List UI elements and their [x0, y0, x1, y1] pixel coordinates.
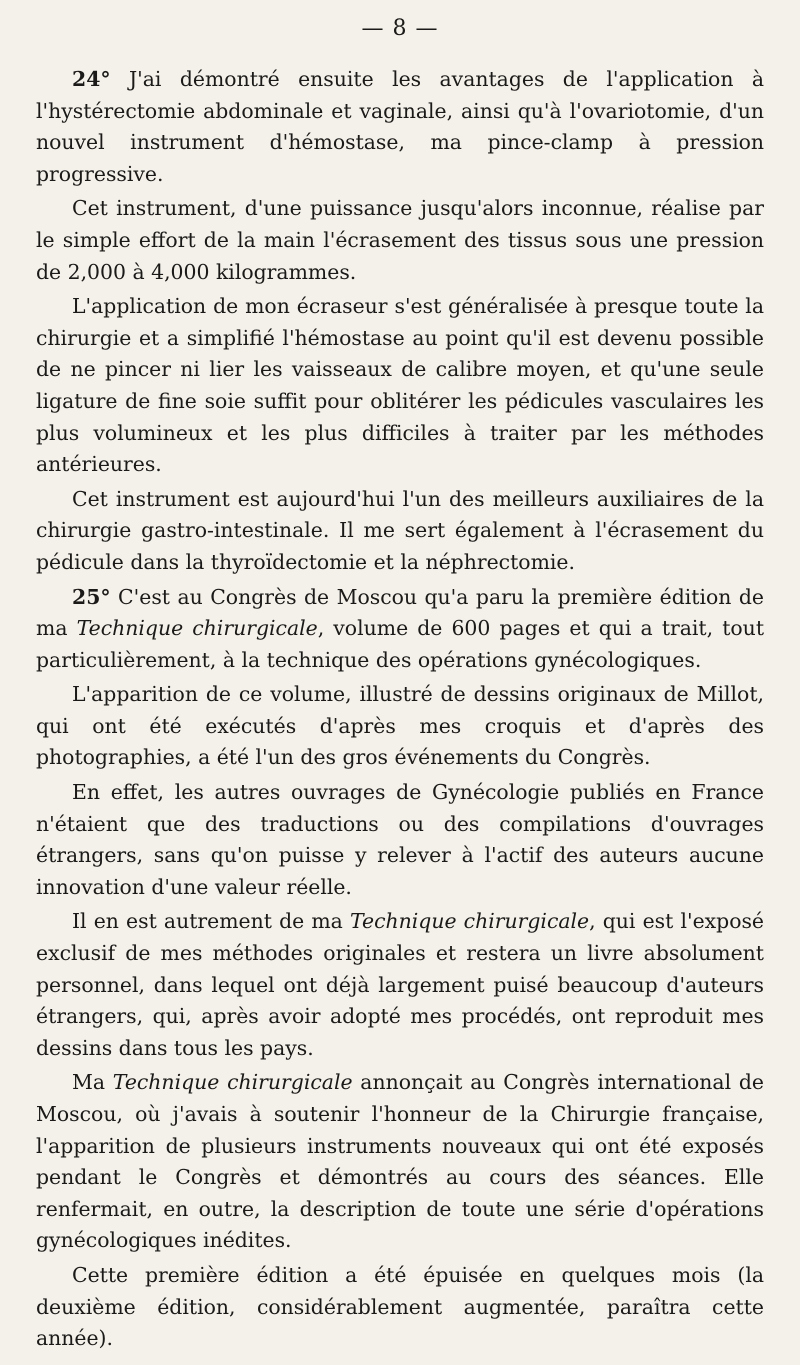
page-number: — 8 —: [361, 16, 439, 41]
paragraph-text: Ma: [72, 1070, 113, 1095]
paragraph: En effet, les autres ouvrages de Gynécologie publiés en France n'étaient que des traductions ou des compilations d'ouvrages étrangers, sans qu'on puisse y relever à l'actif des auteurs aucune innovation d'une valeur réelle.: [36, 780, 764, 899]
paragraph: Cet instrument est aujourd'hui l'un des meilleurs auxiliaires de la chirurgie gastro-intestinale. Il me sert également à l'écrasement du pédicule dans la thyroïdectomie et la néphrectomie.: [36, 486, 764, 574]
paragraph-text: Il en est autrement de ma: [72, 909, 350, 934]
paragraph-text: , volume de 600 pages et qui a trait, tout particulièrement, à la technique des opérations gynécologiques.: [36, 616, 765, 672]
paragraph-text: J'ai démontré ensuite les avantages de l'application à l'hystérectomie abdominale et vaginale, ainsi qu'à l'ovariotomie, d'un nouvel instrument d'hémostase, ma pince-clamp à pression progressive.: [36, 67, 764, 186]
book-title: Technique chirurgicale: [76, 616, 318, 641]
paragraph-text: C'est au Congrès de Moscou qu'a paru la première édition de ma: [36, 584, 765, 641]
paragraph-number: 24°: [72, 67, 111, 91]
book-title: Technique chirurgicale: [349, 909, 590, 934]
paragraph: [36, 1067, 764, 1257]
paragraph: L'application de mon écraseur s'est généralisée à presque toute la chirurgie et a simplifié l'hémostase au point qu'il est devenu possible de ne pincer ni lier les vaisseaux de calibre moyen, et qu'une seule ligature de fine soie suffit pour oblitérer les pédicules vasculaires les plus volumineux et les plus difficiles à traiter par les méthodes antérieures.: [36, 294, 764, 477]
paragraph: Cet instrument, d'une puissance jusqu'alors inconnue, réalise par le simple effort de la main l'écrasement des tissus sous une pression de 2,000 à 4,000 kilogrammes.: [36, 196, 764, 284]
paragraph-number: 25°: [72, 584, 111, 609]
paragraph: [36, 906, 764, 1064]
paragraph-text: , qui est l'exposé exclusif de mes méthodes originales et restera un livre absolument personnel, dans lequel ont déjà largement puisé beaucoup d'auteurs étrangers, qui, après avoir adopté mes procédés, ont reproduit mes dessins dans tous les pays.: [36, 909, 764, 1060]
paragraph: Cette première édition a été épuisée en quelques mois (la deuxième édition, considérablement augmentée, paraîtra cette année).: [36, 1262, 764, 1351]
book-title: Technique chirurgicale: [112, 1070, 353, 1095]
paragraph: L'apparition de ce volume, illustré de dessins originaux de Millot, qui ont été exécutés d'après mes croquis et d'après des photographies, a été l'un des gros événements du Congrès.: [36, 682, 764, 770]
paragraph-text: annonçait au Congrès international de Moscou, où j'avais à soutenir l'honneur de la Chirurgie française, l'apparition de plusieurs instruments nouveaux qui ont été exposés pendant le Congrès et démontrés au cours des séances. Elle renfermait, en outre, la description de toute une série d'opérations gynécologiques inédites.: [36, 1070, 764, 1253]
paragraph-25: [36, 582, 764, 677]
paragraph-24: [36, 64, 764, 190]
